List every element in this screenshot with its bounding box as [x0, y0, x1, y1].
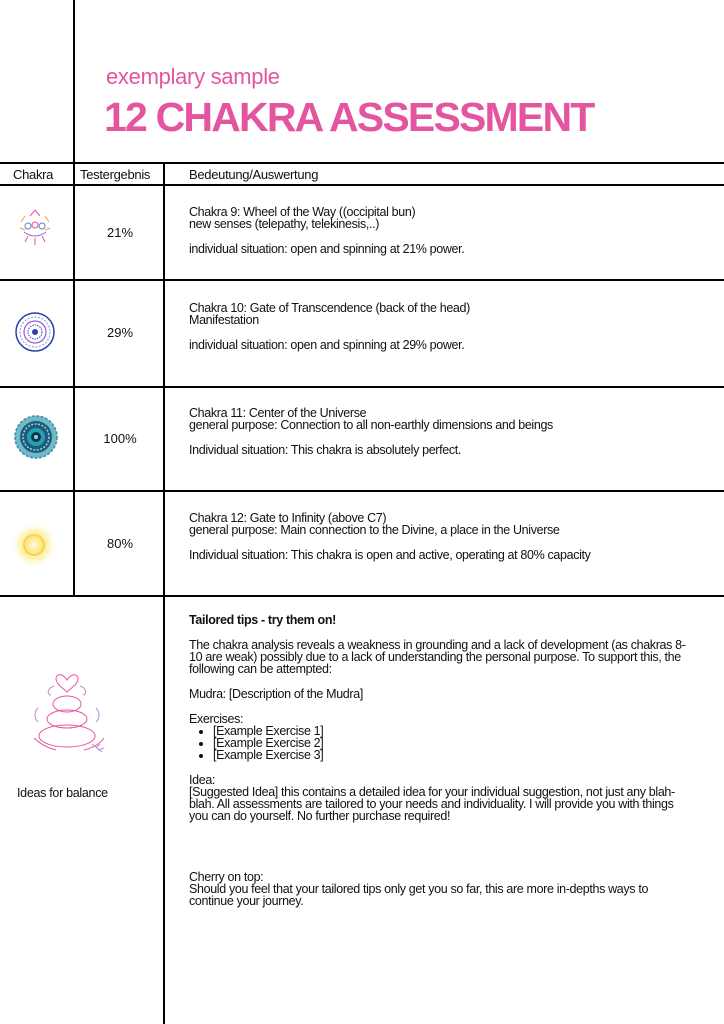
chakra-10-name: Chakra 10: Gate of Transcendence (back of the head)	[189, 301, 470, 315]
chakra-12-purpose: general purpose: Main connection to the Divine, a place in the Universe	[189, 523, 560, 537]
result-chakra-11: 100%	[103, 431, 137, 446]
description-chakra-10	[189, 302, 689, 351]
tailored-tips	[189, 614, 689, 907]
chakra-10-mandala-icon	[14, 311, 56, 353]
tips-idea-text: [Suggested Idea] this contains a detailed idea for your individual suggestion, not just any blah-blah. All assessments are tailored to your needs and individuality. I will provide you with things you can do yourself. No further purchase required!	[189, 785, 675, 823]
tips-cherry-label: Cherry on top:	[189, 870, 264, 884]
tips-exercises-label: Exercises:	[189, 712, 244, 726]
exercise-item: • [Example Exercise 2]	[213, 737, 689, 749]
chakra-9-purpose: new senses (telepathy, telekinesis,..)	[189, 217, 380, 231]
chakra-9-situation: individual situation: open and spinning at 21% power.	[189, 242, 465, 256]
chakra-12-name: Chakra 12: Gate to Infinity (above C7)	[189, 511, 387, 525]
chakra-12-situation: Individual situation: This chakra is open and active, operating at 80% capacity	[189, 548, 591, 562]
column-header-result: Testergebnis	[80, 167, 151, 182]
result-chakra-9: 21%	[106, 225, 134, 240]
chakra-12-glow-icon	[10, 521, 58, 569]
chakra-10-purpose: Manifestation	[189, 313, 259, 327]
description-chakra-12	[189, 512, 689, 561]
column-header-chakra: Chakra	[13, 167, 54, 182]
description-chakra-11	[189, 407, 689, 456]
chakra-10-situation: individual situation: open and spinning at 29% power.	[189, 338, 465, 352]
page-subtitle: exemplary sample	[106, 64, 280, 89]
chakra-9-name: Chakra 9: Wheel of the Way ((occipital bun)	[189, 205, 416, 219]
row-border-1	[0, 279, 724, 281]
column-header-meaning: Bedeutung/Auswertung	[189, 167, 319, 182]
table-top-border	[0, 162, 724, 164]
top-left-divider	[73, 0, 75, 184]
chakra-11-mandala-icon	[14, 415, 58, 459]
chakra-9-symbol-icon	[16, 206, 54, 250]
result-chakra-10: 29%	[106, 325, 134, 340]
page-title: 12 CHAKRA ASSESSMENT	[104, 94, 594, 140]
chakra-11-situation: Individual situation: This chakra is absolutely perfect.	[189, 443, 461, 457]
tips-cherry-text: Should you feel that your tailored tips only get you so far, this are more in-depths ways to continue your journey.	[189, 882, 649, 908]
row-border-4	[0, 595, 724, 597]
tips-mudra: Mudra: [Description of the Mudra]	[189, 687, 363, 701]
chakra-11-purpose: general purpose: Connection to all non-earthly dimensions and beings	[189, 418, 553, 432]
tips-heading: Tailored tips - try them on!	[189, 613, 336, 627]
tips-idea-label: Idea:	[189, 773, 216, 787]
description-chakra-9	[189, 206, 689, 255]
row-border-2	[0, 386, 724, 388]
balanced-stones-heart-icon	[24, 664, 110, 758]
balance-label: Ideas for balance	[17, 786, 108, 800]
tips-intro: The chakra analysis reveals a weakness in grounding and a lack of development (as chakras 8-10 are weak) possibly due to a lack of understanding the personal purpose. To support this, the following can be attempted:	[189, 638, 686, 676]
column-divider-2	[163, 162, 165, 1024]
result-chakra-12: 80%	[106, 536, 134, 551]
exercise-item: • [Example Exercise 3]	[213, 749, 689, 761]
column-divider-1	[73, 162, 75, 596]
header-bottom-border	[0, 184, 724, 186]
row-border-3	[0, 490, 724, 492]
chakra-11-name: Chakra 11: Center of the Universe	[189, 406, 367, 420]
exercise-item: • [Example Exercise 1]	[213, 725, 689, 737]
exercise-list	[189, 725, 689, 761]
